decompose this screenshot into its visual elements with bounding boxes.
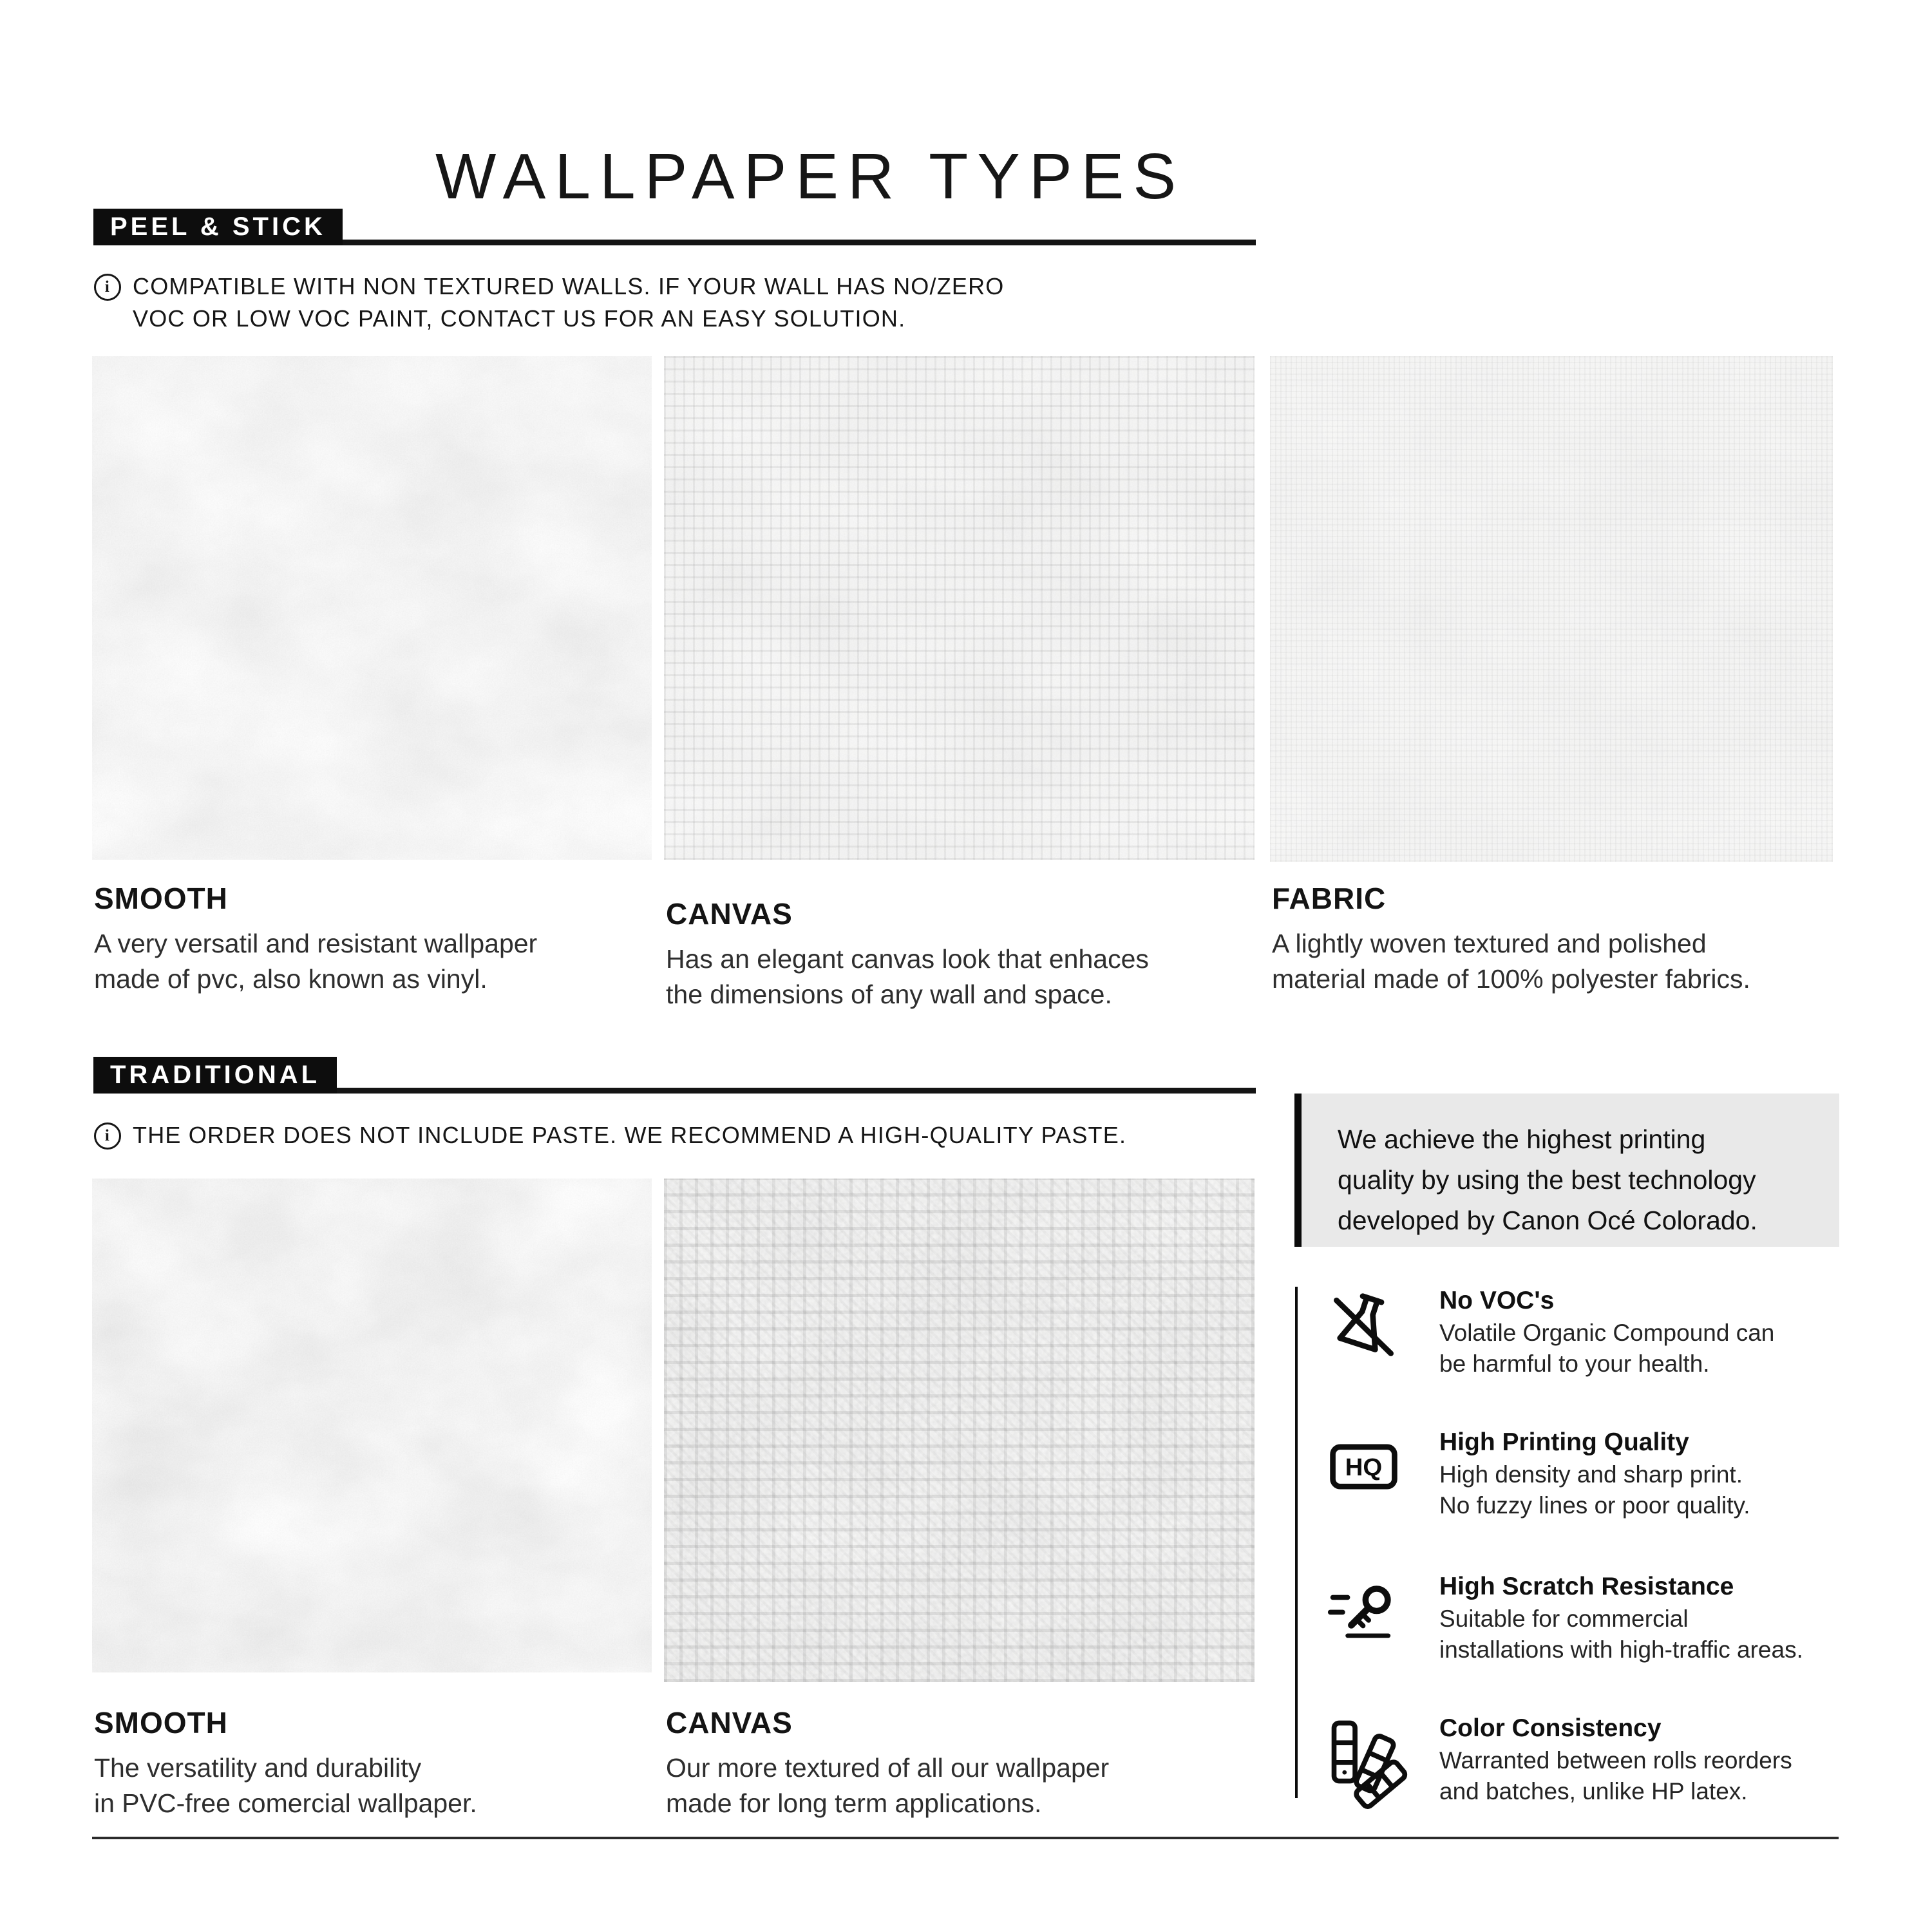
hq-badge-icon [1327,1430,1401,1504]
note-line: VOC OR LOW VOC PAINT, CONTACT US FOR AN EASY SOLUTION. [133,305,906,332]
swatch-desc-smooth-traditional: The versatility and durability in PVC-free comercial wallpaper. [94,1753,477,1818]
info-icon: i [94,1122,121,1150]
grain-texture [664,1179,1255,1682]
feature-line: and batches, unlike HP latex. [1439,1778,1748,1804]
feature-no-voc [1327,1284,1861,1379]
peel-stick-smooth-swatch-image [92,356,652,860]
swatch-desc-fabric: A lightly woven textured and polished material made of 100% polyester fabrics. [1272,929,1750,994]
features-divider [1295,1287,1298,1798]
info-icon: i [94,274,121,301]
swatch-desc-canvas-traditional: Our more textured of all our wallpaper made for long term applications. [666,1753,1110,1818]
bottom-divider [92,1837,1839,1839]
traditional-note [94,1119,1126,1151]
feature-high-scratch-resistance [1327,1570,1861,1665]
feature-color-consistency [1327,1712,1861,1807]
grain-texture [92,1179,652,1672]
traditional-canvas-swatch-image [664,1179,1255,1682]
note-line: COMPATIBLE WITH NON TEXTURED WALLS. IF YOUR WALL HAS NO/ZERO [133,273,1005,299]
peel-stick-canvas-swatch-image [664,356,1255,860]
page-title: WALLPAPER TYPES [435,140,1186,213]
peel-stick-section-label: PEEL & STICK [93,209,343,245]
swatch-desc-canvas: Has an elegant canvas look that enhaces the dimensions of any wall and space. [666,944,1149,1009]
printing-quality-callout: We achieve the highest printing quality by using the best technology developed by Canon Océ Colorado. [1294,1094,1839,1247]
traditional-note-text [133,1119,1126,1151]
feature-line: High density and sharp print. [1439,1461,1743,1488]
feature-title: High Printing Quality [1439,1428,1689,1456]
no-voc-flask-icon [1327,1288,1401,1362]
feature-title: Color Consistency [1439,1714,1662,1742]
note-line: THE ORDER DOES NOT INCLUDE PASTE. WE RECOMMEND A HIGH-QUALITY PASTE. [133,1122,1127,1148]
traditional-section-label: TRADITIONAL [93,1057,337,1094]
swatch-title-canvas-traditional: CANVAS [666,1706,793,1739]
grain-texture [664,356,1255,860]
feature-high-printing-quality [1327,1426,1861,1521]
feature-line: be harmful to your health. [1439,1350,1710,1377]
feature-line: Warranted between rolls reorders [1439,1747,1792,1774]
grain-texture [1270,356,1833,862]
grain-texture [92,356,652,860]
feature-line: No fuzzy lines or poor quality. [1439,1492,1750,1519]
feature-line: Suitable for commercial [1439,1605,1689,1632]
swatch-title-fabric: FABRIC [1272,882,1387,915]
feature-title: No VOC's [1439,1287,1555,1314]
feature-title: High Scratch Resistance [1439,1573,1734,1600]
feature-line: installations with high-traffic areas. [1439,1636,1803,1663]
svg-text:HQ: HQ [1345,1453,1383,1481]
color-consistency-swatches-icon [1327,1716,1401,1790]
swatch-title-smooth: SMOOTH [94,882,228,915]
traditional-smooth-swatch-image [92,1179,652,1672]
scratch-resistance-key-icon [1327,1574,1401,1648]
swatch-desc-smooth: A very versatil and resistant wallpaper made of pvc, also known as vinyl. [94,929,538,994]
feature-line: Volatile Organic Compound can [1439,1320,1775,1346]
swatch-title-smooth-traditional: SMOOTH [94,1706,228,1739]
peel-stick-note-text [133,270,1005,335]
peel-stick-note [94,270,1005,335]
peel-stick-fabric-swatch-image [1270,356,1833,862]
swatch-title-canvas: CANVAS [666,897,793,931]
